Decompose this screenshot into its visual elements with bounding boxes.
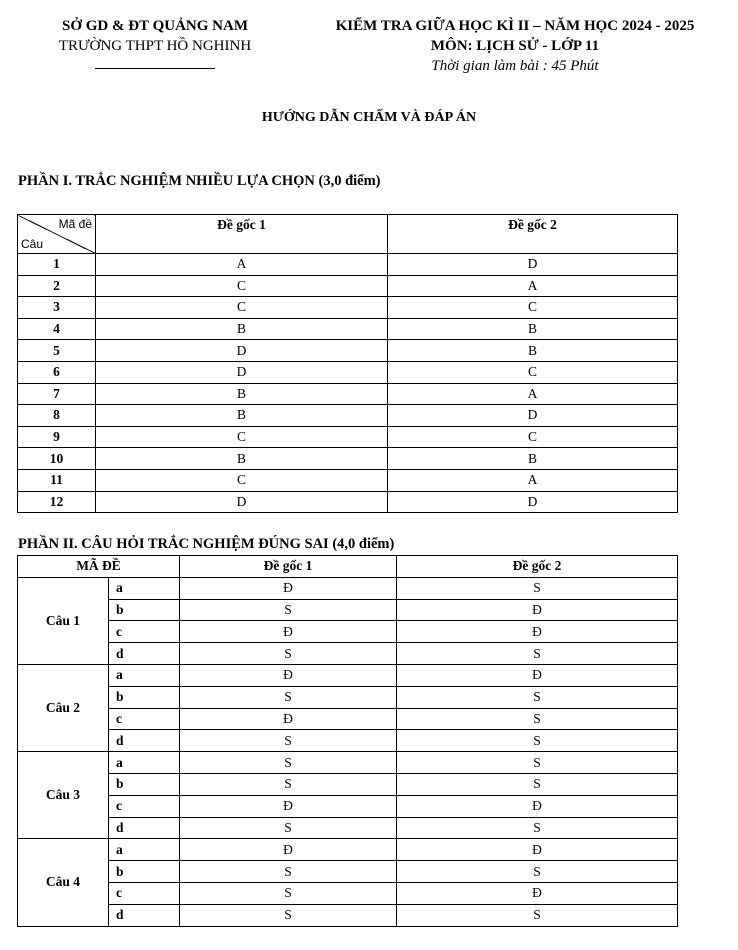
answer-de-goc-1: S — [180, 861, 397, 883]
answer-de-goc-1: Đ — [180, 708, 397, 730]
table-row — [18, 795, 678, 817]
col-header-de-goc-2: Đề gốc 2 — [397, 556, 678, 578]
answer-de-goc-2: S — [397, 730, 678, 752]
question-number: 4 — [18, 318, 96, 340]
answer-de-goc-2: A — [388, 275, 678, 297]
part1-header-row — [18, 215, 678, 254]
answer-de-goc-2: C — [388, 361, 678, 383]
subject-line: MÔN: LỊCH SỬ - LỚP 11 — [430, 38, 600, 54]
answer-de-goc-1: S — [180, 773, 397, 795]
answer-de-goc-1: Đ — [180, 664, 397, 686]
exam-header — [305, 16, 725, 76]
answer-de-goc-2: Đ — [397, 621, 678, 643]
statement-letter: d — [109, 904, 180, 926]
school-header — [20, 16, 290, 69]
question-number: 11 — [18, 469, 96, 491]
answer-de-goc-1: Đ — [180, 577, 397, 599]
department-name: SỞ GD & ĐT QUẢNG NAM — [62, 18, 248, 34]
table-row — [18, 383, 678, 405]
answer-de-goc-1: Đ — [180, 839, 397, 861]
answer-de-goc-2: S — [397, 904, 678, 926]
answer-de-goc-2: S — [397, 577, 678, 599]
answer-de-goc-2: D — [388, 254, 678, 276]
answer-de-goc-1: D — [96, 361, 388, 383]
answer-de-goc-1: Đ — [180, 621, 397, 643]
answer-de-goc-1: S — [180, 817, 397, 839]
statement-letter: d — [109, 817, 180, 839]
answer-de-goc-1: C — [96, 275, 388, 297]
table-row — [18, 773, 678, 795]
table-row — [18, 817, 678, 839]
question-number: 3 — [18, 297, 96, 319]
answer-de-goc-2: Đ — [397, 599, 678, 621]
answer-de-goc-1: B — [96, 318, 388, 340]
statement-letter: b — [109, 773, 180, 795]
table-row — [18, 405, 678, 427]
answer-de-goc-2: S — [397, 686, 678, 708]
table-row — [18, 297, 678, 319]
question-number: 7 — [18, 383, 96, 405]
answer-de-goc-1: D — [96, 340, 388, 362]
table-row — [18, 730, 678, 752]
guide-title: HƯỚNG DẪN CHẤM VÀ ĐÁP ÁN — [261, 110, 477, 125]
table-row — [18, 275, 678, 297]
answer-de-goc-2: D — [388, 405, 678, 427]
answer-de-goc-2: S — [397, 708, 678, 730]
answer-de-goc-1: Đ — [180, 795, 397, 817]
statement-letter: c — [109, 621, 180, 643]
table-row — [18, 599, 678, 621]
statement-letter: c — [109, 795, 180, 817]
question-number: 5 — [18, 340, 96, 362]
table-row — [18, 752, 678, 774]
question-label: Câu 1 — [18, 577, 109, 664]
answer-de-goc-2: A — [388, 383, 678, 405]
answer-de-goc-1: B — [96, 448, 388, 470]
answer-de-goc-2: S — [397, 752, 678, 774]
question-number: 12 — [18, 491, 96, 513]
answer-de-goc-1: S — [180, 643, 397, 665]
answer-de-goc-1: B — [96, 405, 388, 427]
answer-de-goc-2: Đ — [397, 882, 678, 904]
question-number: 2 — [18, 275, 96, 297]
answer-de-goc-1: C — [96, 297, 388, 319]
answer-de-goc-2: S — [397, 643, 678, 665]
table-row — [18, 686, 678, 708]
statement-letter: b — [109, 599, 180, 621]
answer-de-goc-1: S — [180, 599, 397, 621]
table-row — [18, 318, 678, 340]
statement-letter: a — [109, 664, 180, 686]
statement-letter: c — [109, 882, 180, 904]
col-header-de-goc-1: Đề gốc 1 — [180, 556, 397, 578]
table-row — [18, 904, 678, 926]
answer-de-goc-2: C — [388, 426, 678, 448]
corner-label-question: Câu — [21, 237, 44, 251]
statement-letter: c — [109, 708, 180, 730]
school-name: TRƯỜNG THPT HỒ NGHINH — [58, 38, 252, 54]
corner-label-code: Mã đề — [58, 217, 92, 231]
answer-de-goc-2: Đ — [397, 795, 678, 817]
part2-title: PHẦN II. CÂU HỎI TRẮC NGHIỆM ĐÚNG SAI (4,0 điểm) — [18, 536, 395, 552]
question-number: 9 — [18, 426, 96, 448]
statement-letter: a — [109, 577, 180, 599]
answer-de-goc-1: S — [180, 882, 397, 904]
question-number: 1 — [18, 254, 96, 276]
answer-de-goc-1: S — [180, 686, 397, 708]
answer-de-goc-1: S — [180, 752, 397, 774]
question-label: Câu 4 — [18, 839, 109, 926]
answer-de-goc-1: S — [180, 904, 397, 926]
col-header-de-goc-1: Đề gốc 1 — [96, 215, 388, 254]
statement-letter: d — [109, 730, 180, 752]
answer-de-goc-2: A — [388, 469, 678, 491]
answer-de-goc-1: D — [96, 491, 388, 513]
part2-answer-table — [17, 555, 678, 927]
statement-letter: d — [109, 643, 180, 665]
table-row — [18, 469, 678, 491]
table-row — [18, 491, 678, 513]
header-underline — [95, 68, 215, 69]
col-header-ma-de: MÃ ĐỀ — [18, 556, 180, 578]
question-number: 10 — [18, 448, 96, 470]
answer-de-goc-2: S — [397, 773, 678, 795]
answer-de-goc-1: B — [96, 383, 388, 405]
answer-de-goc-2: Đ — [397, 664, 678, 686]
question-label: Câu 2 — [18, 664, 109, 751]
table-row — [18, 577, 678, 599]
answer-de-goc-2: S — [397, 817, 678, 839]
answer-de-goc-1: S — [180, 730, 397, 752]
answer-de-goc-2: Đ — [397, 839, 678, 861]
answer-de-goc-2: B — [388, 448, 678, 470]
statement-letter: b — [109, 686, 180, 708]
table-row — [18, 448, 678, 470]
question-number: 8 — [18, 405, 96, 427]
table-row — [18, 708, 678, 730]
table-row — [18, 254, 678, 276]
statement-letter: a — [109, 839, 180, 861]
time-allowed: Thời gian làm bài : 45 Phút — [431, 58, 599, 74]
answer-de-goc-2: S — [397, 861, 678, 883]
corner-cell — [18, 215, 96, 254]
table-row — [18, 882, 678, 904]
statement-letter: a — [109, 752, 180, 774]
table-row — [18, 861, 678, 883]
part2-header-row — [18, 556, 678, 578]
table-row — [18, 340, 678, 362]
answer-de-goc-2: C — [388, 297, 678, 319]
answer-de-goc-1: C — [96, 469, 388, 491]
answer-de-goc-2: B — [388, 340, 678, 362]
table-row — [18, 664, 678, 686]
part1-title: PHẦN I. TRẮC NGHIỆM NHIỀU LỰA CHỌN (3,0 điểm) — [18, 173, 381, 189]
question-label: Câu 3 — [18, 752, 109, 839]
answer-de-goc-2: B — [388, 318, 678, 340]
part1-answer-table — [17, 214, 678, 513]
question-number: 6 — [18, 361, 96, 383]
table-row — [18, 361, 678, 383]
answer-de-goc-2: D — [388, 491, 678, 513]
table-row — [18, 643, 678, 665]
table-row — [18, 426, 678, 448]
answer-de-goc-1: A — [96, 254, 388, 276]
table-row — [18, 621, 678, 643]
statement-letter: b — [109, 861, 180, 883]
answer-de-goc-1: C — [96, 426, 388, 448]
exam-title: KIỂM TRA GIỮA HỌC KÌ II – NĂM HỌC 2024 - 2025 — [335, 18, 695, 34]
col-header-de-goc-2: Đề gốc 2 — [388, 215, 678, 254]
table-row — [18, 839, 678, 861]
